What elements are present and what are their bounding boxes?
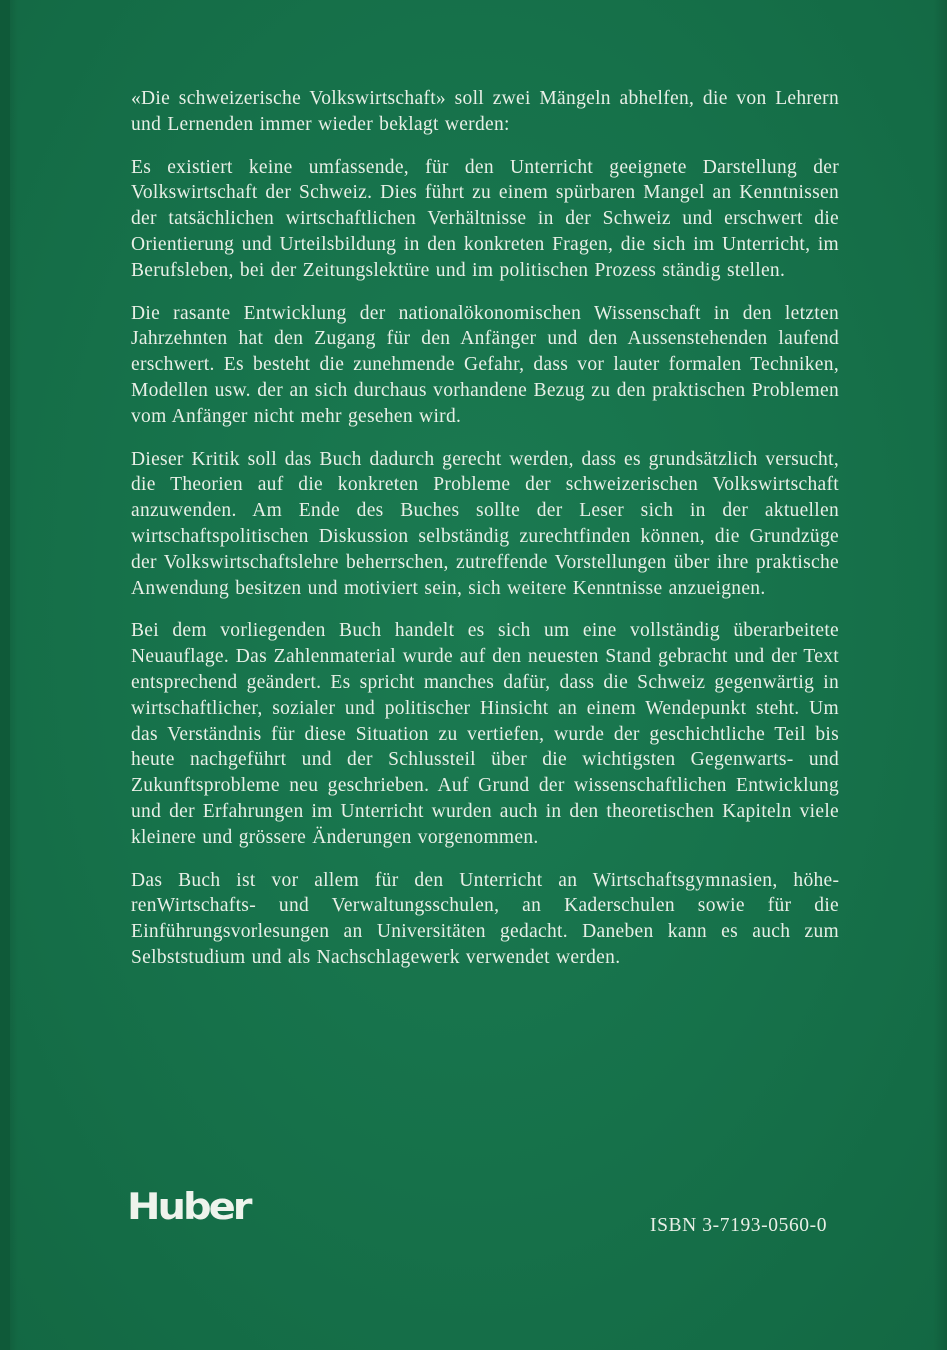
- publisher-logo: Huber: [127, 1185, 250, 1229]
- blurb-paragraph-1: «Die schweizerische Volkswirtschaft» soll zwei Mängeln abhelfen, die von Lehrern und Lernenden immer wieder beklagt werden:: [131, 88, 839, 135]
- blurb-paragraph-2: Es existiert keine umfassende, für den Unterricht geeignete Darstellung der Volkswirtschaft der Schweiz. Dies führt zu einem spürbaren Mangel an Kenntnissen der tatsächlichen wirtschaftlichen Verhältnisse in der Schweiz und erschwert die Orientierung und Urteilsbildung in den konkreten Fragen, die sich im Unterricht, im Berufsleben, bei der Zeitungslektüre und im politischen Prozess ständig stellen.: [131, 156, 839, 281]
- spine-edge: [0, 0, 10, 1350]
- blurb-paragraph-5: Bei dem vorliegenden Buch handelt es sich um eine vollständig überarbeitete Neuauflage. Das Zahlenmaterial wurde auf den neuesten Stand gebracht und der Text entsprechend geändert. Es spricht manches dafür, dass die Schweiz gegenwärtig in wirtschaftlicher, sozialer und politischer Hinsicht an einem Wendepunkt steht. Um das Verständnis für diese Situation zu vertiefen, wurde der geschichtliche Teil bis heute nachgeführt und der Schlussteil über die wichtigsten Gegenwarts- und Zukunftsprobleme neu geschrieben. Auf Grund der wissenschaftlichen Entwicklung und der Erfahrungen im Unterricht wurden auch in den theoretischen Kapiteln viele kleinere und grössere Änderungen vorgenommen.: [131, 620, 839, 848]
- blurb-paragraph-4: Dieser Kritik soll das Buch dadurch gerecht werden, dass es grundsätzlich versucht, die Theorien auf die konkreten Probleme der schweizerischen Volkswirtschaft anzuwenden. Am Ende des Buches sollte der Leser sich in der aktuellen wirtschaftspolitischen Diskussion selbständig zurechtfinden können, die Grundzüge der Volkswirtschaftslehre beherrschen, zutreffende Vorstellungen über ihre praktische Anwendung besitzen und motiviert sein, sich weitere Kenntnisse anzueignen.: [131, 448, 839, 599]
- blurb-paragraph-6: Das Buch ist vor allem für den Unterricht an Wirtschaftsgymnasien, höherenWirtschafts- und Verwaltungsschulen, an Kaderschulen sowie für die Einführungsvorlesungen an Universitäten gedacht. Daneben kann es auch zum Selbststudium und als Nachschlagewerk verwendet werden.: [131, 869, 839, 968]
- blurb-paragraph-3: Die rasante Entwicklung der nationalökonomischen Wissenschaft in den letzten Jahrzehnten hat den Zugang für den Anfänger und den Aussenstehenden laufend erschwert. Es besteht die zunehmende Gefahr, dass vor lauter formalen Techniken, Modellen usw. der an sich durchaus vorhandene Bezug zu den praktischen Problemen vom Anfänger nicht mehr gesehen wird.: [131, 302, 839, 427]
- isbn-number: ISBN 3-7193-0560-0: [650, 1215, 828, 1236]
- blurb-text: [131, 86, 839, 988]
